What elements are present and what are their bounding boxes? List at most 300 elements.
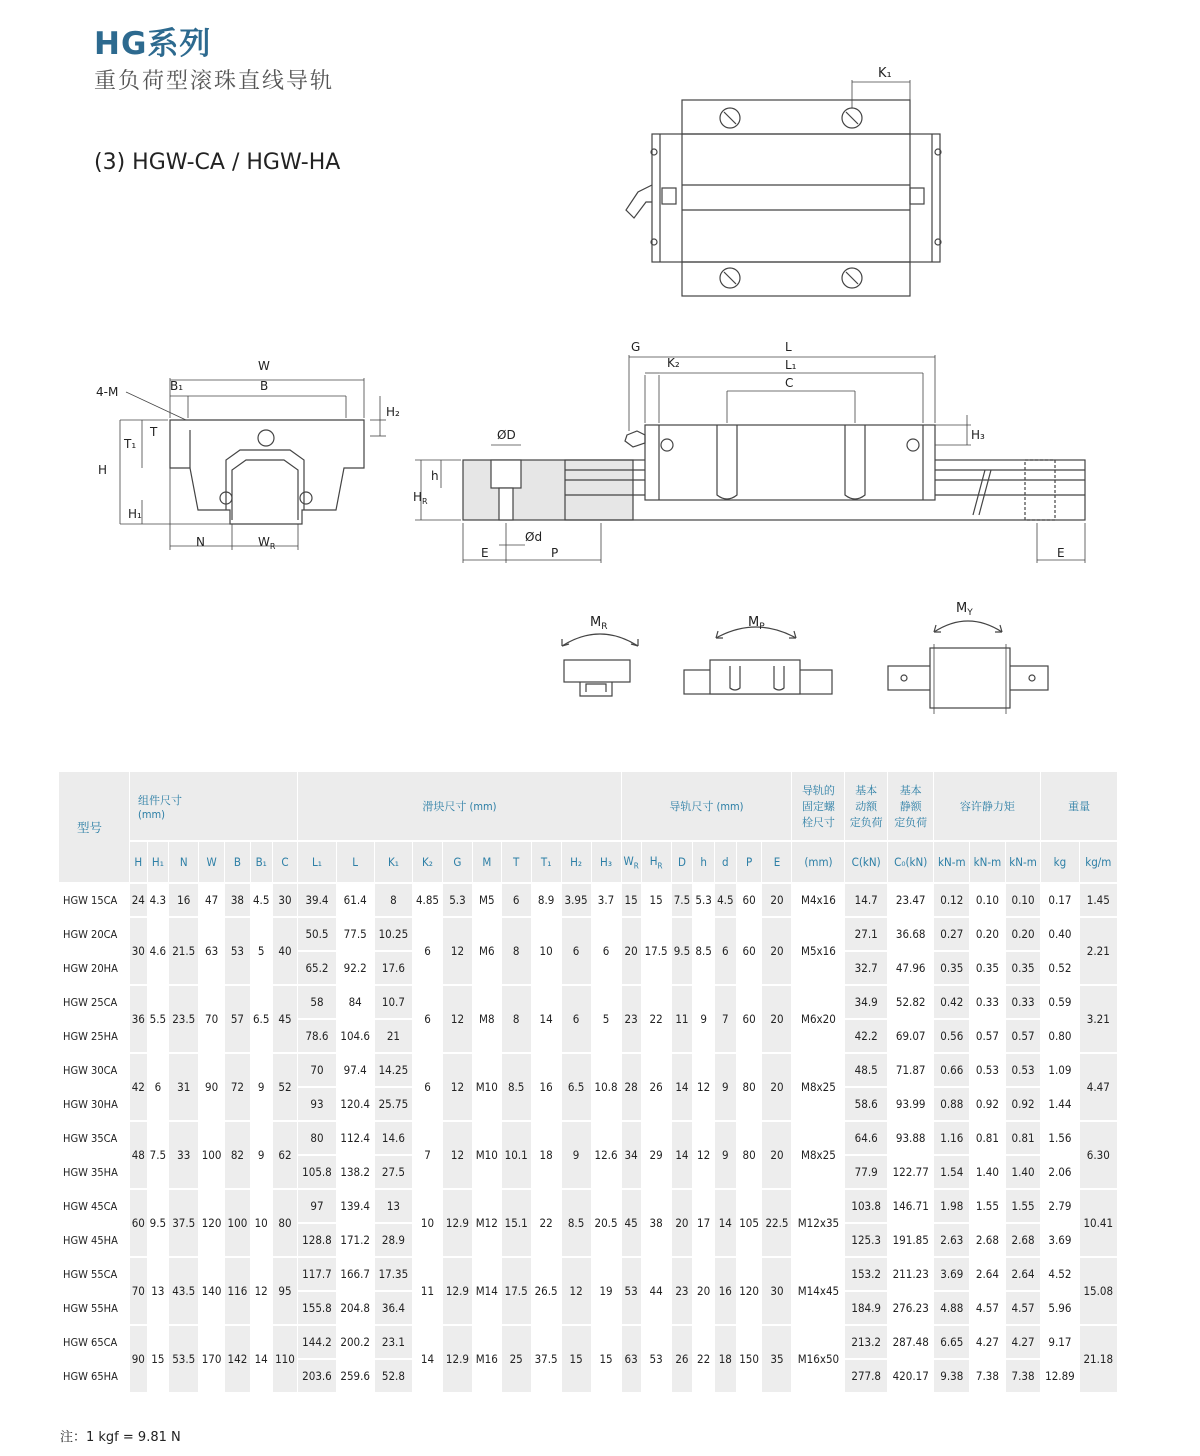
table-cell: 22 bbox=[642, 986, 671, 1052]
table-cell: 6.65 bbox=[934, 1326, 969, 1358]
table-cell: 17.6 bbox=[375, 952, 412, 984]
table-cell: M14x45 bbox=[792, 1258, 844, 1324]
table-cell: 10 bbox=[413, 1190, 442, 1256]
table-cell: 15 bbox=[642, 884, 671, 916]
w-label: W bbox=[258, 359, 270, 373]
table-cell: 1.40 bbox=[1006, 1156, 1041, 1188]
table-cell: 2.68 bbox=[970, 1224, 1005, 1256]
table-cell: 29 bbox=[642, 1122, 671, 1188]
table-cell: 52.8 bbox=[375, 1360, 412, 1392]
table-cell: 8.5 bbox=[693, 918, 714, 984]
table-cell: 53.5 bbox=[169, 1326, 198, 1392]
table-cell: 12 bbox=[693, 1122, 714, 1188]
table-cell: 213.2 bbox=[845, 1326, 886, 1358]
unit-header-cell: kN-m bbox=[1006, 842, 1041, 882]
table-cell: 12.9 bbox=[443, 1190, 472, 1256]
table-cell: 1.54 bbox=[934, 1156, 969, 1188]
l1-label: L₁ bbox=[785, 358, 797, 372]
table-cell: 10.25 bbox=[375, 918, 412, 950]
e2-label: E bbox=[1057, 546, 1065, 560]
table-cell: 0.53 bbox=[1006, 1054, 1041, 1086]
unit-header-cell: C(kN) bbox=[845, 842, 886, 882]
table-cell: 21 bbox=[375, 1020, 412, 1052]
table-cell: 17 bbox=[693, 1190, 714, 1256]
table-cell: M16 bbox=[473, 1326, 501, 1392]
table-cell: 57 bbox=[225, 986, 250, 1052]
table-cell: 9.5 bbox=[148, 1190, 169, 1256]
table-cell: 58 bbox=[298, 986, 335, 1018]
table-cell: 17.5 bbox=[502, 1258, 531, 1324]
model-name: HGW 35CA bbox=[59, 1122, 129, 1154]
table-cell: 60 bbox=[737, 884, 762, 916]
table-cell: 78.6 bbox=[298, 1020, 335, 1052]
table-cell: 2.06 bbox=[1041, 1156, 1078, 1188]
table-cell: 128.8 bbox=[298, 1224, 335, 1256]
table-cell: 0.35 bbox=[970, 952, 1005, 984]
table-cell: 1.55 bbox=[1006, 1190, 1041, 1222]
table-cell: 5.5 bbox=[148, 986, 169, 1052]
table-cell: 23 bbox=[622, 986, 641, 1052]
g-label: G bbox=[631, 340, 641, 354]
table-cell: 1.44 bbox=[1041, 1088, 1078, 1120]
wr-label: $W_R$ bbox=[258, 535, 276, 551]
table-cell: 0.20 bbox=[1006, 918, 1041, 950]
table-cell: 120 bbox=[737, 1258, 762, 1324]
table-cell: 0.80 bbox=[1041, 1020, 1078, 1052]
unit-header-cell: P bbox=[737, 842, 762, 882]
table-cell: 110 bbox=[273, 1326, 298, 1392]
table-cell: 21.5 bbox=[169, 918, 198, 984]
table-cell: 18 bbox=[532, 1122, 561, 1188]
table-cell: 8.5 bbox=[502, 1054, 531, 1120]
table-cell: 9 bbox=[693, 986, 714, 1052]
table-cell: 18 bbox=[715, 1326, 736, 1392]
model-name: HGW 25CA bbox=[59, 986, 129, 1018]
table-cell: 0.92 bbox=[970, 1088, 1005, 1120]
table-cell: 420.17 bbox=[888, 1360, 934, 1392]
table-cell: 28 bbox=[622, 1054, 641, 1120]
table-cell: 93.99 bbox=[888, 1088, 934, 1120]
front-view-drawing bbox=[90, 350, 400, 560]
table-cell: 191.85 bbox=[888, 1224, 934, 1256]
table-cell: 0.10 bbox=[1006, 884, 1041, 916]
table-cell: 80 bbox=[298, 1122, 335, 1154]
table-cell: 10.41 bbox=[1080, 1190, 1117, 1256]
table-cell: 276.23 bbox=[888, 1292, 934, 1324]
table-cell: 9 bbox=[562, 1122, 591, 1188]
table-cell: 14 bbox=[715, 1190, 736, 1256]
b-label: B bbox=[260, 379, 269, 393]
unit-header-cell: H₂ bbox=[562, 842, 591, 882]
table-cell: 23.1 bbox=[375, 1326, 412, 1358]
table-cell: 0.57 bbox=[970, 1020, 1005, 1052]
table-cell: 4.88 bbox=[934, 1292, 969, 1324]
table-row bbox=[59, 918, 1117, 950]
table-cell: 12.89 bbox=[1041, 1360, 1078, 1392]
table-cell: 140 bbox=[199, 1258, 224, 1324]
table-cell: 42 bbox=[130, 1054, 147, 1120]
table-cell: M4x16 bbox=[792, 884, 844, 916]
table-cell: 12 bbox=[443, 918, 472, 984]
l-label: L bbox=[785, 340, 792, 354]
table-cell: M12x35 bbox=[792, 1190, 844, 1256]
unit-header-cell: E bbox=[762, 842, 791, 882]
table-cell: 287.48 bbox=[888, 1326, 934, 1358]
table-cell: 10 bbox=[251, 1190, 272, 1256]
table-cell: 31 bbox=[169, 1054, 198, 1120]
unit-header-cell: C₀(kN) bbox=[888, 842, 934, 882]
table-cell: 80 bbox=[737, 1054, 762, 1120]
unit-header-cell: B₁ bbox=[251, 842, 272, 882]
table-cell: 77.9 bbox=[845, 1156, 886, 1188]
table-cell: 16 bbox=[169, 884, 198, 916]
unit-header-cell: K₂ bbox=[413, 842, 442, 882]
table-cell: 2.21 bbox=[1080, 918, 1117, 984]
table-cell: 7.5 bbox=[148, 1122, 169, 1188]
table-cell: 0.92 bbox=[1006, 1088, 1041, 1120]
table-cell: 11 bbox=[672, 986, 693, 1052]
table-cell: 12 bbox=[251, 1258, 272, 1324]
table-cell: 58.6 bbox=[845, 1088, 886, 1120]
table-cell: M5 bbox=[473, 884, 501, 916]
table-cell: 1.55 bbox=[970, 1190, 1005, 1222]
table-cell: 12.9 bbox=[443, 1258, 472, 1324]
table-cell: 203.6 bbox=[298, 1360, 335, 1392]
table-cell: 53 bbox=[642, 1326, 671, 1392]
model-name: HGW 20HA bbox=[59, 952, 129, 984]
unit-header-cell: h bbox=[693, 842, 714, 882]
assembly-header: 组件尺寸 (mm) bbox=[130, 772, 297, 840]
table-cell: 53 bbox=[622, 1258, 641, 1324]
table-cell: 0.12 bbox=[934, 884, 969, 916]
table-cell: 24 bbox=[130, 884, 147, 916]
table-row bbox=[59, 884, 1117, 916]
table-cell: 1.16 bbox=[934, 1122, 969, 1154]
table-cell: 44 bbox=[642, 1258, 671, 1324]
table-cell: 6 bbox=[413, 986, 442, 1052]
table-cell: 7.5 bbox=[672, 884, 693, 916]
table-cell: 139.4 bbox=[337, 1190, 374, 1222]
footnote: 注：1 kgf = 9.81 N bbox=[60, 1430, 181, 1445]
table-cell: 6 bbox=[562, 918, 591, 984]
unit-header-cell: d bbox=[715, 842, 736, 882]
table-cell: 11 bbox=[413, 1258, 442, 1324]
table-cell: 20 bbox=[762, 918, 791, 984]
model-name: HGW 65HA bbox=[59, 1360, 129, 1392]
table-row bbox=[59, 1190, 1117, 1222]
table-cell: 60 bbox=[737, 918, 762, 984]
table-cell: 77.5 bbox=[337, 918, 374, 950]
k2-label: K₂ bbox=[667, 356, 680, 370]
table-cell: 90 bbox=[199, 1054, 224, 1120]
table-cell: 65.2 bbox=[298, 952, 335, 984]
table-cell: 4.27 bbox=[1006, 1326, 1041, 1358]
table-cell: 6 bbox=[148, 1054, 169, 1120]
table-cell: 93.88 bbox=[888, 1122, 934, 1154]
table-cell: 100 bbox=[225, 1190, 250, 1256]
table-cell: 138.2 bbox=[337, 1156, 374, 1188]
table-cell: 144.2 bbox=[298, 1326, 335, 1358]
table-cell: 16 bbox=[532, 1054, 561, 1120]
h2-label: H₂ bbox=[386, 405, 400, 419]
table-cell: M8x25 bbox=[792, 1054, 844, 1120]
table-cell: 1.56 bbox=[1041, 1122, 1078, 1154]
table-cell: 150 bbox=[737, 1326, 762, 1392]
table-cell: 97 bbox=[298, 1190, 335, 1222]
unit-header-cell: L₁ bbox=[298, 842, 335, 882]
table-cell: 6 bbox=[413, 918, 442, 984]
table-cell: 20 bbox=[762, 1122, 791, 1188]
static-load-header: 基本 静额 定负荷 bbox=[888, 772, 934, 840]
table-cell: M6x20 bbox=[792, 986, 844, 1052]
table-cell: 61.4 bbox=[337, 884, 374, 916]
table-cell: 1.98 bbox=[934, 1190, 969, 1222]
table-cell: 120 bbox=[199, 1190, 224, 1256]
table-cell: 22 bbox=[532, 1190, 561, 1256]
table-cell: 72 bbox=[225, 1054, 250, 1120]
table-cell: 48 bbox=[130, 1122, 147, 1188]
table-cell: 22 bbox=[693, 1326, 714, 1392]
table-cell: 17.5 bbox=[642, 918, 671, 984]
t1-label: T₁ bbox=[124, 437, 137, 451]
table-cell: 3.21 bbox=[1080, 986, 1117, 1052]
rail-header: 导轨尺寸 (mm) bbox=[622, 772, 792, 840]
table-cell: 1.09 bbox=[1041, 1054, 1078, 1086]
table-cell: 6.30 bbox=[1080, 1122, 1117, 1188]
table-cell: 92.2 bbox=[337, 952, 374, 984]
table-cell: 26.5 bbox=[532, 1258, 561, 1324]
table-cell: 6 bbox=[413, 1054, 442, 1120]
table-cell: 36.4 bbox=[375, 1292, 412, 1324]
table-cell: M5x16 bbox=[792, 918, 844, 984]
table-cell: 5.3 bbox=[693, 884, 714, 916]
table-cell: 4.85 bbox=[413, 884, 442, 916]
h-label: H bbox=[98, 463, 108, 477]
unit-header-cell: G bbox=[443, 842, 472, 882]
table-cell: 12 bbox=[443, 1054, 472, 1120]
table-cell: 200.2 bbox=[337, 1326, 374, 1358]
table-cell: 6 bbox=[502, 884, 531, 916]
table-cell: 204.8 bbox=[337, 1292, 374, 1324]
table-cell: 6 bbox=[562, 986, 591, 1052]
side-view-drawing bbox=[405, 335, 1095, 570]
table-cell: 14 bbox=[672, 1054, 693, 1120]
table-cell: M12 bbox=[473, 1190, 501, 1256]
b1-label: B₁ bbox=[170, 379, 184, 393]
table-cell: 4.52 bbox=[1041, 1258, 1078, 1290]
table-cell: 0.57 bbox=[1006, 1020, 1041, 1052]
table-cell: 4.47 bbox=[1080, 1054, 1117, 1120]
unit-header-cell: $W_R$ bbox=[622, 842, 641, 882]
unit-header-cell: B bbox=[225, 842, 250, 882]
table-cell: 0.17 bbox=[1041, 884, 1078, 916]
unit-header-cell: kg/m bbox=[1080, 842, 1117, 882]
table-cell: 122.77 bbox=[888, 1156, 934, 1188]
table-cell: 4.27 bbox=[970, 1326, 1005, 1358]
table-cell: 2.79 bbox=[1041, 1190, 1078, 1222]
table-cell: 43.5 bbox=[169, 1258, 198, 1324]
table-cell: 12 bbox=[693, 1054, 714, 1120]
table-cell: 142 bbox=[225, 1326, 250, 1392]
unit-header-row bbox=[59, 842, 1117, 882]
table-cell: 14 bbox=[413, 1326, 442, 1392]
table-cell: 277.8 bbox=[845, 1360, 886, 1392]
table-cell: 30 bbox=[273, 884, 298, 916]
table-cell: 69.07 bbox=[888, 1020, 934, 1052]
d-label: Ød bbox=[525, 530, 543, 544]
unit-header-cell: L bbox=[337, 842, 374, 882]
table-cell: 30 bbox=[130, 918, 147, 984]
table-cell: 8 bbox=[375, 884, 412, 916]
t-label: T bbox=[150, 425, 158, 439]
unit-header-cell: T bbox=[502, 842, 531, 882]
table-cell: 7.38 bbox=[970, 1360, 1005, 1392]
h-small-label: h bbox=[431, 469, 439, 483]
unit-header-cell: (mm) bbox=[792, 842, 844, 882]
table-cell: 34 bbox=[622, 1122, 641, 1188]
table-cell: 20 bbox=[762, 1054, 791, 1120]
block-header: 滑块尺寸 (mm) bbox=[298, 772, 620, 840]
table-cell: 8 bbox=[502, 986, 531, 1052]
my-label: $M_Y$ bbox=[956, 601, 973, 618]
model-header: 型号 bbox=[59, 772, 129, 882]
table-cell: 34.9 bbox=[845, 986, 886, 1018]
model-name: HGW 35HA bbox=[59, 1156, 129, 1188]
table-row bbox=[59, 1326, 1117, 1358]
table-cell: 15 bbox=[148, 1326, 169, 1392]
model-name: HGW 65CA bbox=[59, 1326, 129, 1358]
table-cell: 48.5 bbox=[845, 1054, 886, 1086]
table-cell: 2.64 bbox=[970, 1258, 1005, 1290]
table-cell: 155.8 bbox=[298, 1292, 335, 1324]
table-cell: 25 bbox=[502, 1326, 531, 1392]
table-cell: 0.35 bbox=[934, 952, 969, 984]
table-cell: 37.5 bbox=[532, 1326, 561, 1392]
series-title: HG系列 bbox=[94, 26, 212, 62]
table-cell: 14.25 bbox=[375, 1054, 412, 1086]
table-cell: 22.5 bbox=[762, 1190, 791, 1256]
h3-label: H₃ bbox=[971, 428, 985, 442]
table-cell: 93 bbox=[298, 1088, 335, 1120]
table-cell: 10.1 bbox=[502, 1122, 531, 1188]
table-cell: 0.40 bbox=[1041, 918, 1078, 950]
table-cell: 37.5 bbox=[169, 1190, 198, 1256]
table-cell: 0.53 bbox=[970, 1054, 1005, 1086]
table-cell: M14 bbox=[473, 1258, 501, 1324]
table-cell: 19 bbox=[592, 1258, 621, 1324]
table-cell: 20 bbox=[762, 884, 791, 916]
table-cell: 15.1 bbox=[502, 1190, 531, 1256]
table-cell: M10 bbox=[473, 1122, 501, 1188]
table-cell: 60 bbox=[737, 986, 762, 1052]
table-cell: 5 bbox=[592, 986, 621, 1052]
table-cell: 259.6 bbox=[337, 1360, 374, 1392]
table-cell: 0.33 bbox=[1006, 986, 1041, 1018]
model-heading: (3) HGW-CA / HGW-HA bbox=[94, 150, 341, 175]
table-cell: 112.4 bbox=[337, 1122, 374, 1154]
table-cell: 17.35 bbox=[375, 1258, 412, 1290]
unit-header-cell: H₃ bbox=[592, 842, 621, 882]
table-cell: 27.1 bbox=[845, 918, 886, 950]
table-cell: 42.2 bbox=[845, 1020, 886, 1052]
table-cell: 12 bbox=[562, 1258, 591, 1324]
table-cell: 70 bbox=[130, 1258, 147, 1324]
unit-header-cell: kN-m bbox=[934, 842, 969, 882]
table-cell: 4.5 bbox=[251, 884, 272, 916]
table-cell: 28.9 bbox=[375, 1224, 412, 1256]
table-cell: 23.47 bbox=[888, 884, 934, 916]
table-cell: 14.6 bbox=[375, 1122, 412, 1154]
table-cell: 8.5 bbox=[562, 1190, 591, 1256]
table-cell: 7 bbox=[715, 986, 736, 1052]
table-cell: 117.7 bbox=[298, 1258, 335, 1290]
table-cell: 63 bbox=[622, 1326, 641, 1392]
model-name: HGW 45CA bbox=[59, 1190, 129, 1222]
table-cell: 13 bbox=[375, 1190, 412, 1222]
table-cell: 8 bbox=[502, 918, 531, 984]
mr-label: $M_R$ bbox=[590, 615, 608, 632]
table-cell: 63 bbox=[199, 918, 224, 984]
table-cell: 0.81 bbox=[1006, 1122, 1041, 1154]
table-cell: 0.42 bbox=[934, 986, 969, 1018]
table-cell: 12 bbox=[443, 986, 472, 1052]
model-name: HGW 25HA bbox=[59, 1020, 129, 1052]
table-cell: 90 bbox=[130, 1326, 147, 1392]
table-cell: 4.57 bbox=[970, 1292, 1005, 1324]
table-cell: 7 bbox=[413, 1122, 442, 1188]
table-cell: 64.6 bbox=[845, 1122, 886, 1154]
table-body bbox=[59, 884, 1117, 1392]
table-cell: 80 bbox=[737, 1122, 762, 1188]
unit-header-cell: H₁ bbox=[148, 842, 169, 882]
table-cell: M8x25 bbox=[792, 1122, 844, 1188]
table-cell: 100 bbox=[199, 1122, 224, 1188]
unit-header-cell: M bbox=[473, 842, 501, 882]
table-cell: 10.8 bbox=[592, 1054, 621, 1120]
table-cell: 40 bbox=[273, 918, 298, 984]
table-cell: 6 bbox=[592, 918, 621, 984]
table-cell: 8.9 bbox=[532, 884, 561, 916]
table-cell: 26 bbox=[642, 1054, 671, 1120]
table-cell: 25.75 bbox=[375, 1088, 412, 1120]
table-cell: 53 bbox=[225, 918, 250, 984]
table-cell: 104.6 bbox=[337, 1020, 374, 1052]
table-cell: 71.87 bbox=[888, 1054, 934, 1086]
table-cell: 7.38 bbox=[1006, 1360, 1041, 1392]
table-cell: 20.5 bbox=[592, 1190, 621, 1256]
c-label: C bbox=[785, 376, 794, 390]
model-name: HGW 20CA bbox=[59, 918, 129, 950]
table-cell: 70 bbox=[199, 986, 224, 1052]
table-cell: 20 bbox=[622, 918, 641, 984]
table-cell: 0.35 bbox=[1006, 952, 1041, 984]
table-cell: 3.7 bbox=[592, 884, 621, 916]
table-cell: 153.2 bbox=[845, 1258, 886, 1290]
table-cell: 82 bbox=[225, 1122, 250, 1188]
table-cell: 30 bbox=[762, 1258, 791, 1324]
table-cell: 6 bbox=[715, 918, 736, 984]
table-cell: 146.71 bbox=[888, 1190, 934, 1222]
model-name: HGW 45HA bbox=[59, 1224, 129, 1256]
table-cell: 20 bbox=[693, 1258, 714, 1324]
unit-header-cell: T₁ bbox=[532, 842, 561, 882]
table-cell: 6.5 bbox=[562, 1054, 591, 1120]
table-cell: 84 bbox=[337, 986, 374, 1018]
table-cell: 4.57 bbox=[1006, 1292, 1041, 1324]
table-cell: 52.82 bbox=[888, 986, 934, 1018]
od-label: ØD bbox=[497, 428, 516, 442]
table-cell: 5.96 bbox=[1041, 1292, 1078, 1324]
